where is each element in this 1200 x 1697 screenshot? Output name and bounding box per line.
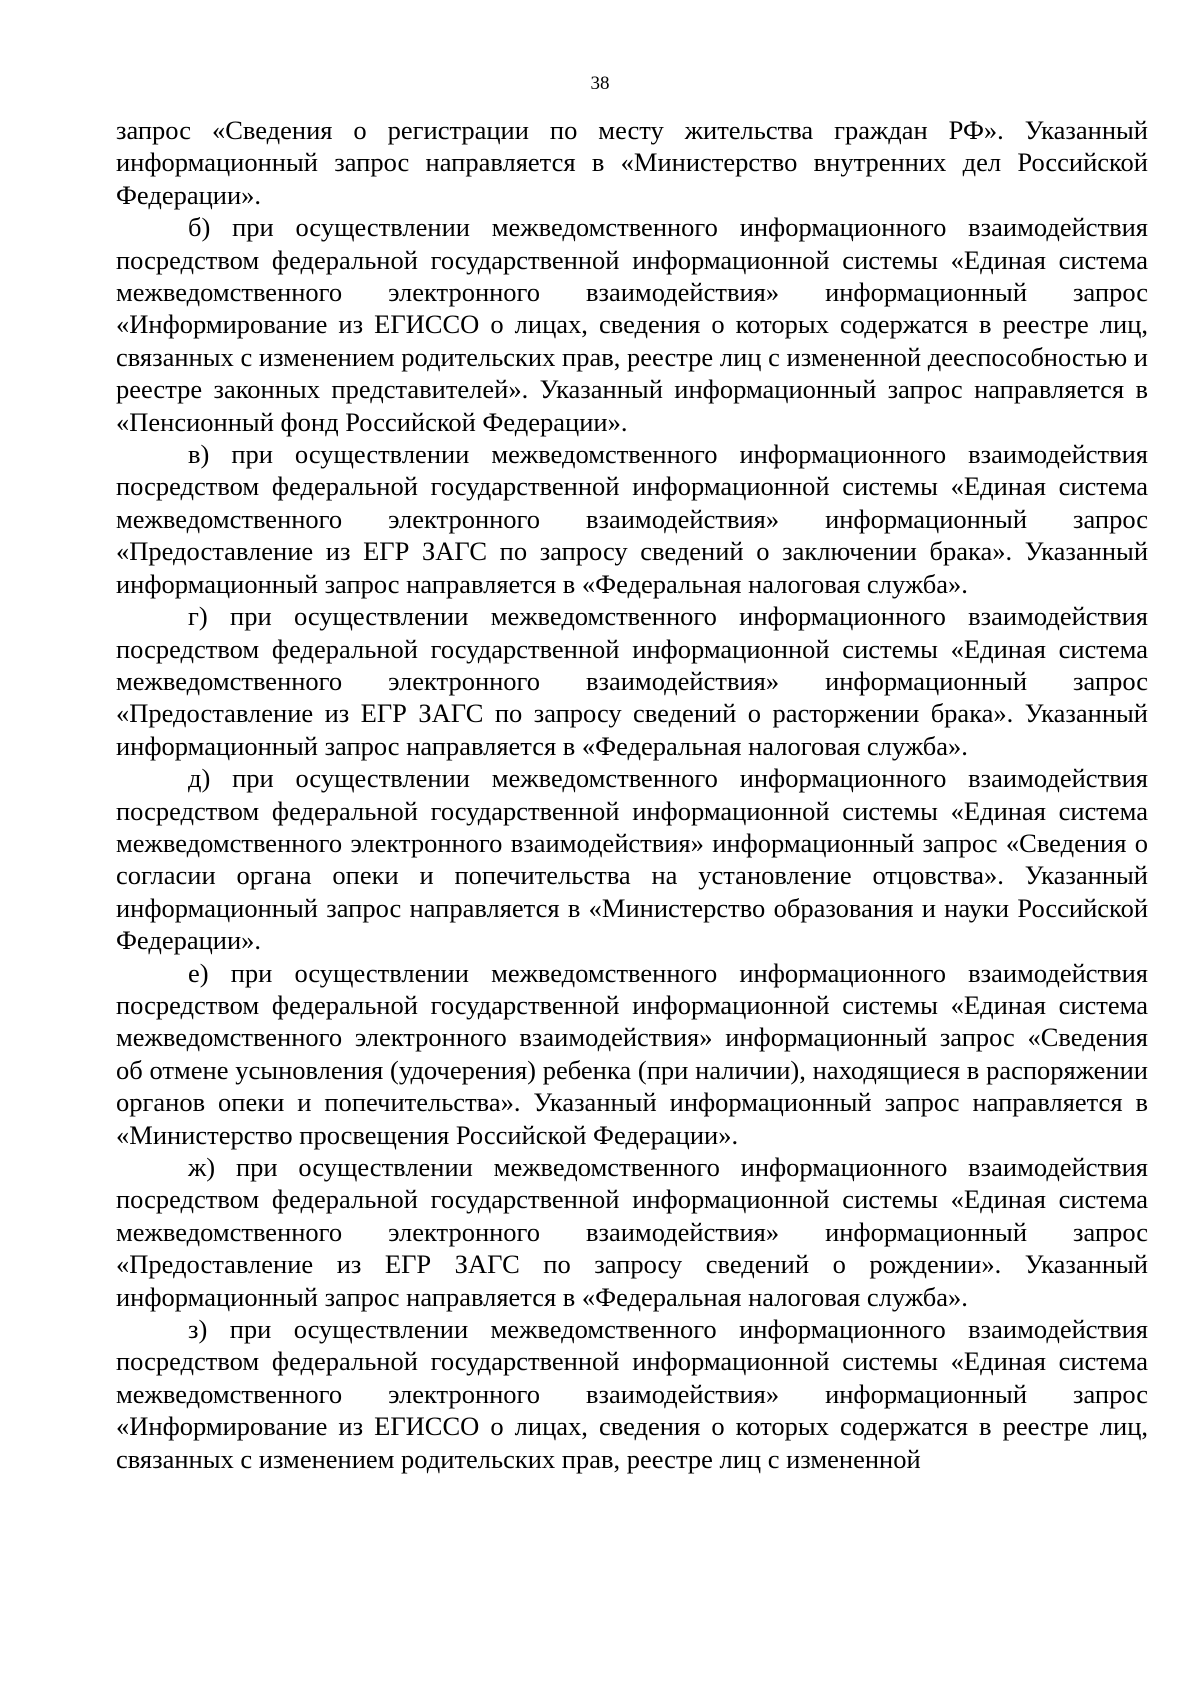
paragraph-item-v: в) при осуществлении межведомственного информационного взаимодействия посредством федеральной государственной информационной системы «Единая система межведомственного электронного взаимодействия» информационный запрос «Предоставление из ЕГР ЗАГС по запросу сведений о заключении брака». Указанный информационный запрос направляется в «Федеральная налоговая служба». [116, 439, 1148, 599]
paragraph-continuation: запрос «Сведения о регистрации по месту жительства граждан РФ». Указанный информационный запрос направляется в «Министерство внутренних дел Российской Федерации». [116, 115, 1148, 210]
paragraph-item-zh: ж) при осуществлении межведомственного информационного взаимодействия посредством федеральной государственной информационной системы «Единая система межведомственного электронного взаимодействия» информационный запрос «Предоставление из ЕГР ЗАГС по запросу сведений о рождении». Указанный информационный запрос направляется в «Федеральная налоговая служба». [116, 1152, 1148, 1312]
paragraph-item-b: б) при осуществлении межведомственного информационного взаимодействия посредством федеральной государственной информационной системы «Единая система межведомственного электронного взаимодействия» информационный запрос «Информирование из ЕГИССО о лицах, сведения о которых содержатся в реестре лиц, связанных с изменением родительских прав, реестре лиц с измененной дееспособностью и реестре законных представителей». Указанный информационный запрос направляется в «Пенсионный фонд Российской Федерации». [116, 212, 1148, 437]
document-body [116, 114, 1148, 1475]
paragraph-item-e: е) при осуществлении межведомственного информационного взаимодействия посредством федеральной государственной информационной системы «Единая система межведомственного электронного взаимодействия» информационный запрос «Сведения об отмене усыновления (удочерения) ребенка (при наличии), находящиеся в распоряжении органов опеки и попечительства». Указанный информационный запрос направляется в «Министерство просвещения Российской Федерации». [116, 957, 1148, 1150]
paragraph-item-z: з) при осуществлении межведомственного информационного взаимодействия посредством федеральной государственной информационной системы «Единая система межведомственного электронного взаимодействия» информационный запрос «Информирование из ЕГИССО о лицах, сведения о которых содержатся в реестре лиц, связанных с изменением родительских прав, реестре лиц с измененной [116, 1314, 1148, 1474]
page-number: 38 [590, 73, 610, 94]
paragraph-item-d: д) при осуществлении межведомственного информационного взаимодействия посредством федеральной государственной информационной системы «Единая система межведомственного электронного взаимодействия» информационный запрос «Сведения о согласии органа опеки и попечительства на установление отцовства». Указанный информационный запрос направляется в «Министерство образования и науки Российской Федерации». [116, 763, 1148, 956]
paragraph-item-g: г) при осуществлении межведомственного информационного взаимодействия посредством федеральной государственной информационной системы «Единая система межведомственного электронного взаимодействия» информационный запрос «Предоставление из ЕГР ЗАГС по запросу сведений о расторжении брака». Указанный информационный запрос направляется в «Федеральная налоговая служба». [116, 601, 1148, 761]
